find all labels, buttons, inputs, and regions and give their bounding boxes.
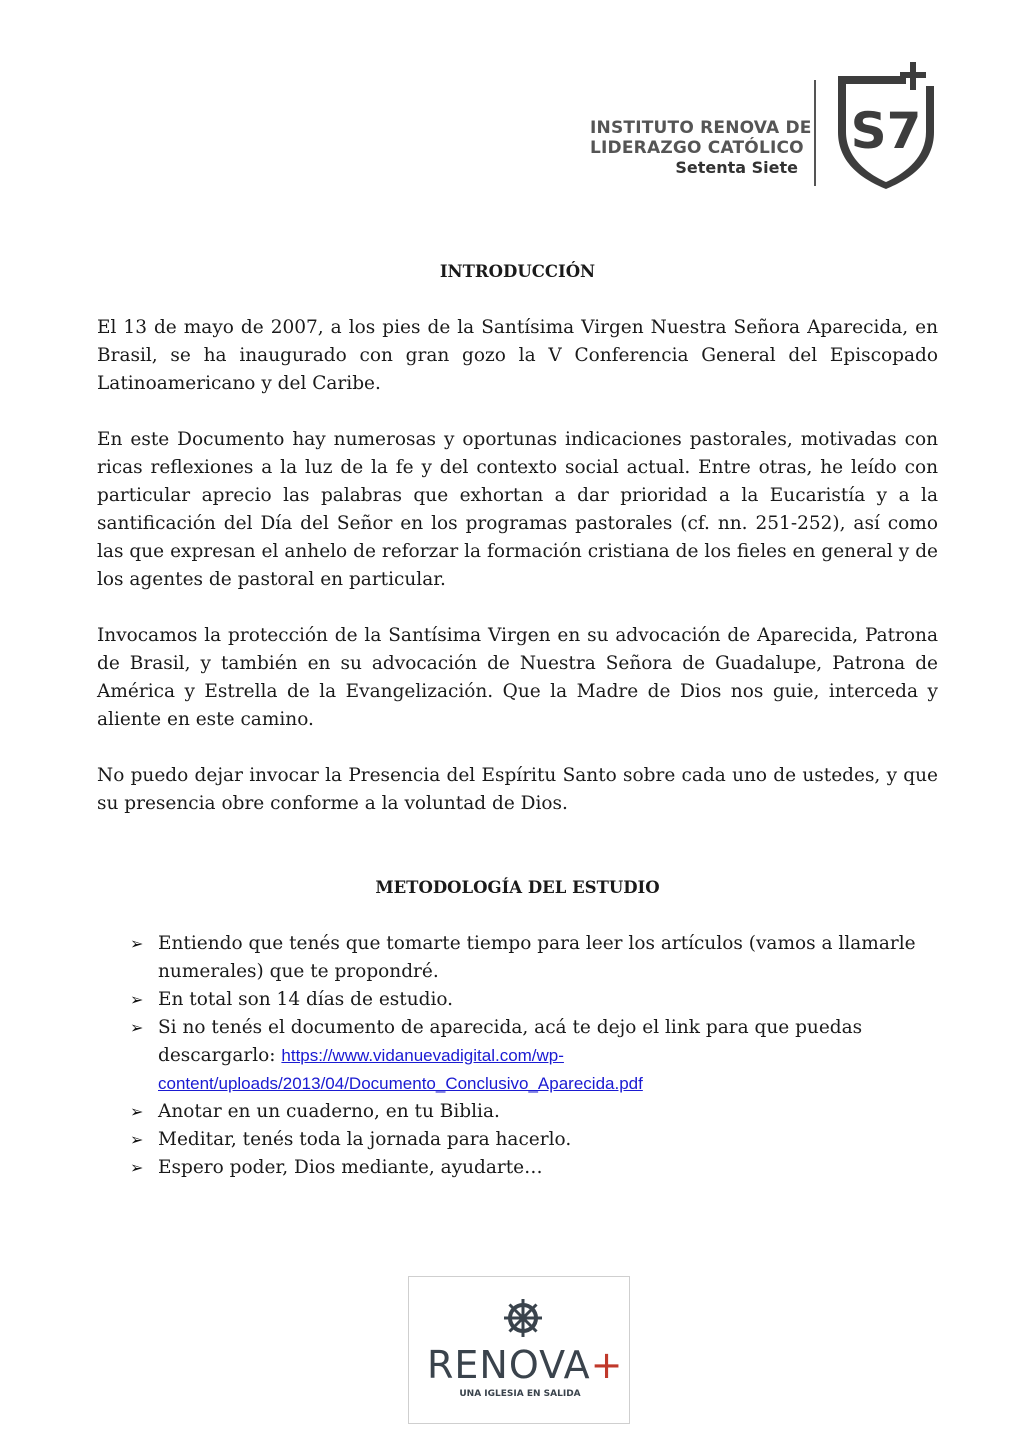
methodology-title: METODOLOGÍA DEL ESTUDIO bbox=[375, 878, 660, 897]
list-item bbox=[130, 1098, 938, 1126]
institute-name-line1: INSTITUTO RENOVA DE bbox=[590, 118, 812, 138]
list-item-text: Anotar en un cuaderno, en tu Biblia. bbox=[158, 1101, 500, 1122]
list-item-text: Meditar, tenés toda la jornada para hacerlo. bbox=[158, 1129, 572, 1150]
list-item bbox=[130, 1126, 938, 1154]
list-item-text: Entiendo que tenés que tomarte tiempo para leer los artículos (vamos a llamarle numerales) que te propondré. bbox=[158, 933, 916, 982]
arrowhead-bullet-icon: ➢ bbox=[130, 1158, 144, 1177]
ship-wheel-icon bbox=[502, 1297, 544, 1339]
s7-shield-logo bbox=[832, 62, 940, 190]
arrowhead-bullet-icon: ➢ bbox=[130, 1102, 144, 1121]
list-item bbox=[130, 1014, 938, 1098]
list-item bbox=[130, 930, 938, 986]
list-item bbox=[130, 986, 938, 1014]
list-item-text: Espero poder, Dios mediante, ayudarte… bbox=[158, 1157, 543, 1178]
document-body bbox=[97, 258, 938, 1182]
brand-name: RENOVA bbox=[427, 1343, 591, 1387]
list-item bbox=[130, 1154, 938, 1182]
renova-brand bbox=[427, 1343, 624, 1387]
methodology-list bbox=[97, 930, 938, 1182]
footer-logo bbox=[408, 1276, 630, 1424]
shield-text: S7 bbox=[850, 102, 922, 160]
brand-plus: + bbox=[590, 1343, 624, 1387]
institute-subtitle: Setenta Siete bbox=[675, 158, 798, 177]
brand-tagline: UNA IGLESIA EN SALIDA bbox=[459, 1389, 581, 1399]
list-item-text: Si no tenés el documento de aparecida, acá te dejo el link para que puedas descargarlo: bbox=[158, 1017, 863, 1066]
arrowhead-bullet-icon: ➢ bbox=[130, 990, 144, 1009]
list-item-text: En total son 14 días de estudio. bbox=[158, 989, 454, 1010]
arrowhead-bullet-icon: ➢ bbox=[130, 1130, 144, 1149]
header-logo bbox=[590, 62, 940, 190]
document-download-link[interactable]: https://www.vidanuevadigital.com/wp-content/uploads/2013/04/Documento_Conclusivo_Aparecida.pdf bbox=[158, 1046, 643, 1093]
arrowhead-bullet-icon: ➢ bbox=[130, 1018, 144, 1037]
intro-paragraph: En este Documento hay numerosas y oportunas indicaciones pastorales, motivadas con ricas reflexiones a la luz de la fe y del contexto social actual. Entre otras, he leído con particular aprecio las palabras que exhortan a dar prioridad a la Eucaristía y a la santificación del Día del Señor en los programas pastorales (cf. nn. 251-252), así como las que expresan el anhelo de reforzar la formación cristiana de los fieles en general y de los agentes de pastoral en particular. bbox=[97, 429, 938, 590]
intro-paragraph: Invocamos la protección de la Santísima Virgen en su advocación de Aparecida, Patrona de Brasil, y también en su advocación de Nuestra Señora de Guadalupe, Patrona de América y Estrella de la Evangelización. Que la Madre de Dios nos guie, interceda y aliente en este camino. bbox=[97, 625, 938, 730]
intro-paragraph: El 13 de mayo de 2007, a los pies de la Santísima Virgen Nuestra Señora Aparecida, en Brasil, se ha inaugurado con gran gozo la V Conferencia General del Episcopado Latinoamericano y del Caribe. bbox=[97, 317, 938, 394]
intro-paragraph: No puedo dejar invocar la Presencia del Espíritu Santo sobre cada uno de ustedes, y que su presencia obre conforme a la voluntad de Dios. bbox=[97, 765, 938, 814]
institute-name-line2: LIDERAZGO CATÓLICO bbox=[590, 138, 804, 158]
arrowhead-bullet-icon: ➢ bbox=[130, 934, 144, 953]
institute-name bbox=[590, 118, 812, 178]
intro-title: INTRODUCCIÓN bbox=[439, 262, 596, 281]
header-divider bbox=[814, 80, 816, 186]
